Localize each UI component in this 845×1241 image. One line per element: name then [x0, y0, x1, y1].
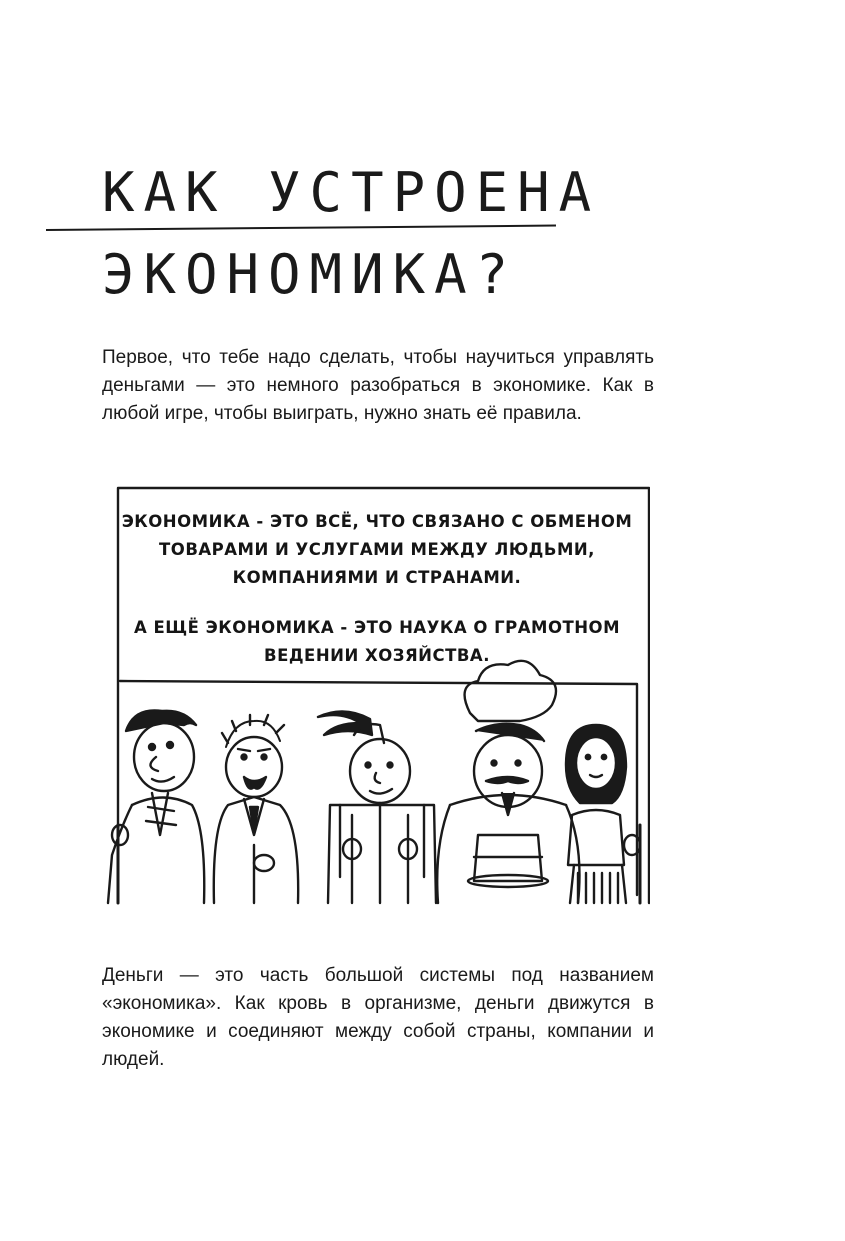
character-caveman	[108, 710, 204, 903]
page-title-line-2: ЭКОНОМИКА?	[102, 243, 518, 306]
outro-paragraph: Деньги — это часть большой системы под названием «экономика». Как кровь в организме, деньги движутся в экономике и соединяют между собой страны, компании и людей.	[102, 965, 654, 1070]
banner-inner-frame	[120, 681, 637, 895]
page-title-line-1: КАК УСТРОЕНА	[102, 161, 601, 224]
intro-paragraph: Первое, что тебе надо сделать, чтобы научиться управлять деньгами — это немного разобраться в экономике. Как в любой игре, чтобы выиграть, нужно знать её правила.	[102, 347, 654, 424]
comic-caption-definition: ЭКОНОМИКА - ЭТО ВСЁ, ЧТО СВЯЗАНО С ОБМЕНОМ ТОВАРАМИ И УСЛУГАМИ МЕЖДУ ЛЮДЬМИ, КОМПАНИЯМИ И СТРАНАМИ.	[121, 512, 633, 587]
character-woman	[566, 725, 640, 903]
title-underline	[46, 225, 556, 231]
comic-caption-science: А ЕЩЁ ЭКОНОМИКА - ЭТО НАУКА О ГРАМОТНОМ ВЕДЕНИИ ХОЗЯЙСТВА.	[134, 618, 620, 665]
character-feather	[318, 711, 436, 903]
character-chef	[437, 661, 579, 903]
character-old-man	[214, 715, 298, 903]
